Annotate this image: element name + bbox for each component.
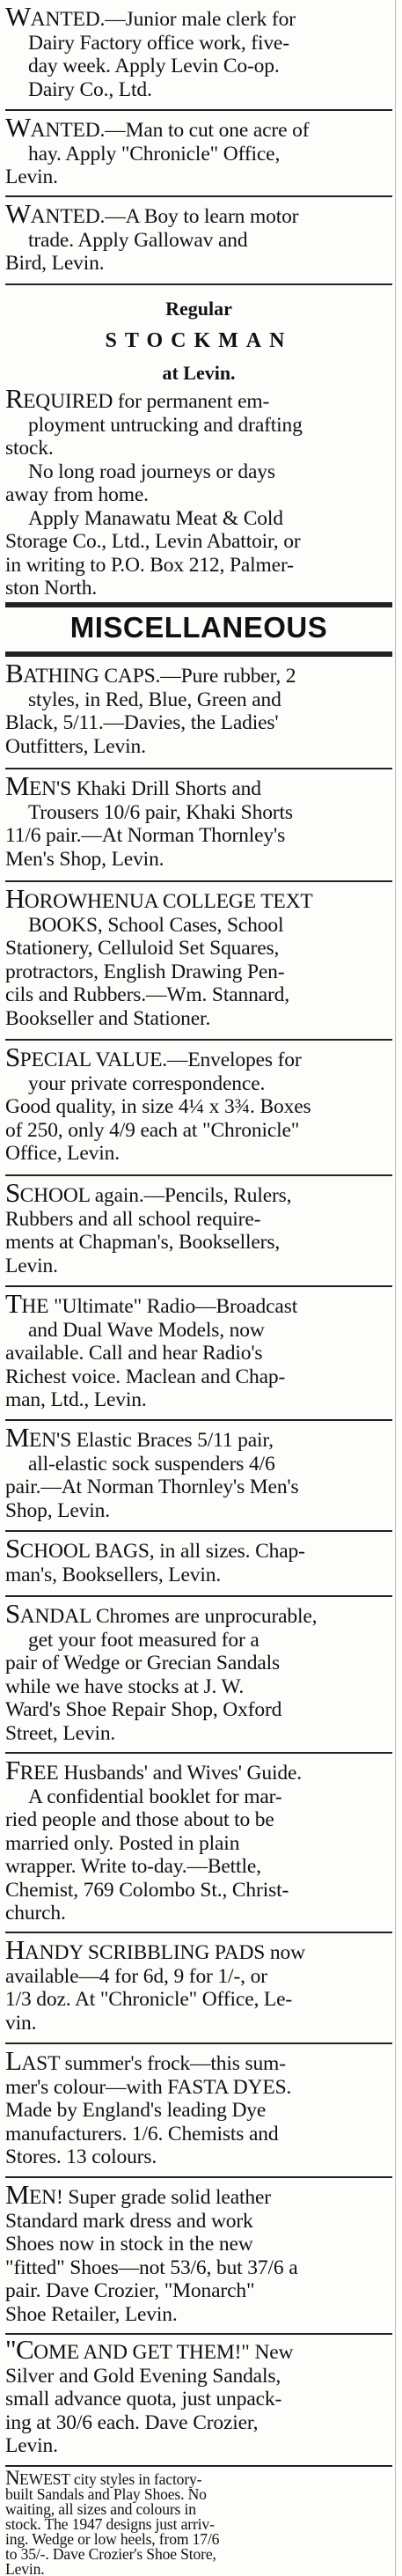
ad-line: Silver and Gold Evening Sandals,	[5, 2364, 281, 2388]
ad-line: Bookseller and Stationer.	[5, 1006, 211, 1030]
stockman-heading	[5, 298, 392, 385]
ad-line: Dairy Co., Ltd.	[28, 77, 152, 101]
ad-divider	[5, 768, 392, 769]
ad-line: while we have stocks at J. W.	[5, 1674, 245, 1698]
ad-line: Ward's Shoe Repair Shop, Oxford	[5, 1698, 282, 1721]
ad-line: Shop, Levin.	[5, 1498, 110, 1522]
ad-line: EN'S Elastic Braces 5/11 pair,	[28, 1429, 274, 1452]
ad-line: ried people and those about to be	[5, 1808, 274, 1831]
ad-line: Stores. 13 colours.	[5, 2145, 157, 2168]
ad-divider	[5, 283, 392, 285]
ad-line: EQUIRED for permanent em-	[23, 390, 270, 413]
ad-line: ANTED.—Man to cut one acre of	[30, 119, 310, 142]
ad-line: your private correspondence.	[28, 1071, 266, 1095]
ad-line: A confidential booklet for mar-	[28, 1785, 282, 1808]
ad-line: styles, in Red, Blue, Green and	[28, 688, 281, 711]
ad-line: No long road journeys or days	[28, 460, 275, 483]
ad-divider	[5, 1174, 392, 1176]
ad-line: waiting, all sizes and colours in	[5, 2500, 196, 2518]
ad-line: and Dual Wave Models, now	[28, 1318, 265, 1342]
drop-cap: S	[5, 1041, 20, 1072]
ad-divider	[5, 1285, 392, 1287]
ad-line: Levin.	[5, 166, 58, 188]
ad-handy-pads	[5, 1934, 392, 2035]
ad-divider	[5, 2465, 392, 2467]
ad-ultimate-radio	[5, 1288, 392, 1412]
ad-line: cils and Rubbers.—Wm. Stannard,	[5, 983, 289, 1006]
ad-divider	[5, 880, 392, 882]
stockman-regular: Regular	[165, 298, 232, 320]
ad-line: available. Call and hear Radio's	[5, 1342, 263, 1365]
ad-line: Trousers 10/6 pair, Khaki Shorts	[28, 800, 293, 824]
ad-school-again	[5, 1177, 392, 1277]
ad-line: built Sandals and Play Shoes. No	[5, 2485, 207, 2503]
ad-line: man's, Booksellers, Levin.	[5, 1563, 222, 1586]
ad-line: OROWHENUA COLLEGE TEXT	[24, 890, 313, 913]
ad-line: Bird, Levin.	[5, 252, 105, 275]
ad-line: day week. Apply Levin Co-op.	[28, 55, 280, 77]
ad-line: Outfitters, Levin.	[5, 734, 146, 758]
ad-line: EWEST city styles in factory-	[19, 2470, 202, 2488]
ad-line: Storage Co., Ltd., Levin Abattoir, or	[5, 530, 301, 553]
ad-line: Chemist, 769 Colombo St., Christ-	[5, 1878, 289, 1902]
ad-line: pair.—At Norman Thornley's Men's	[5, 1476, 299, 1498]
drop-cap: L	[5, 2045, 22, 2076]
ad-line: man, Ltd., Levin.	[5, 1388, 147, 1411]
ad-divider	[5, 109, 392, 111]
ad-men-shoes	[5, 2179, 392, 2326]
ad-divider	[5, 195, 392, 197]
ad-line: trade. Apply Gallowav and	[28, 228, 248, 252]
ad-line: Levin.	[5, 1254, 58, 1277]
column-edge-rule	[395, 0, 396, 2576]
ad-wanted-hay	[5, 112, 392, 189]
ad-line: Shoe Retailer, Levin.	[5, 2302, 178, 2326]
ad-line: CHOOL BAGS, in all sizes. Chap-	[19, 1540, 305, 1563]
ad-mens-khaki	[5, 770, 392, 871]
ad-stockman-body	[5, 383, 392, 600]
ad-come-get	[5, 2334, 392, 2458]
ad-line: ston North.	[5, 577, 98, 600]
drop-cap: W	[5, 198, 31, 229]
ad-line: protractors, English Drawing Pen-	[5, 960, 285, 983]
section-rule-bottom	[5, 651, 392, 657]
ad-line: hay. Apply "Chronicle" Office,	[28, 142, 281, 166]
ad-line: in writing to P.O. Box 212, Palmer-	[5, 553, 294, 577]
ad-line: Good quality, in size 4¼ x 3¾. Boxes	[5, 1095, 311, 1118]
ad-free-guide	[5, 1755, 392, 1925]
ad-line: away from home.	[5, 483, 149, 506]
stockman-location: at Levin.	[162, 362, 236, 384]
ad-line: 11/6 pair.—At Norman Thornley's	[5, 824, 286, 847]
ad-line: PECIAL VALUE.—Envelopes for	[19, 1049, 302, 1071]
ad-line: Office, Levin.	[5, 1142, 120, 1165]
ad-wanted-clerk	[5, 1, 392, 101]
ad-line: ANTED.—Junior male clerk for	[30, 8, 296, 31]
ad-divider	[5, 2176, 392, 2178]
ad-line: ATHING CAPS.—Pure rubber, 2	[23, 665, 296, 688]
ad-line: small advance quota, just unpack-	[5, 2388, 282, 2410]
ad-line: vin.	[5, 2011, 37, 2035]
ad-line: BOOKS, School Cases, School	[28, 913, 284, 937]
ad-line: Street, Levin.	[5, 1721, 116, 1745]
drop-cap: H	[5, 1934, 25, 1965]
ad-line: Black, 5/11.—Davies, the Ladies'	[5, 711, 279, 734]
ad-line: "fitted" Shoes—not 53/6, but 37/6 a	[5, 2256, 298, 2279]
ad-line: pair. Dave Crozier, "Monarch"	[5, 2279, 255, 2302]
drop-cap: "C	[5, 2334, 34, 2365]
ad-line: ing. Wedge or low heels, from 17/6	[5, 2530, 220, 2548]
drop-cap: M	[5, 1422, 29, 1453]
drop-cap: B	[5, 658, 24, 688]
ad-line: EN! Super grade solid leather	[28, 2186, 271, 2209]
ad-sandal-chromes	[5, 1598, 392, 1745]
drop-cap: S	[5, 1598, 20, 1629]
ad-divider	[5, 1752, 392, 1754]
ad-line: OME AND GET THEM!" New	[33, 2341, 294, 2364]
ad-line: EN'S Khaki Drill Shorts and	[28, 777, 261, 800]
ad-line: manufacturers. 1/6. Chemists and	[5, 2122, 279, 2145]
ad-line: ployment untrucking and drafting	[28, 413, 303, 437]
ad-divider	[5, 1595, 392, 1597]
ad-line: Rubbers and all school require-	[5, 1207, 261, 1231]
section-rule-top	[5, 602, 392, 607]
ad-horowhenua	[5, 883, 392, 1030]
drop-cap: S	[5, 1177, 20, 1208]
ad-line: HE "Ultimate" Radio—Broadcast	[21, 1295, 298, 1318]
ad-line: Stationery, Celluloid Set Squares,	[5, 937, 280, 960]
ad-line: of 250, only 4/9 each at "Chronicle"	[5, 1118, 300, 1142]
ad-line: ANTED.—A Boy to learn motor	[30, 205, 299, 228]
drop-cap: W	[5, 1, 31, 32]
ad-line: Standard mark dress and work	[5, 2209, 253, 2233]
ad-line: married only. Posted in plain	[5, 1831, 240, 1855]
ad-line: mer's colour—with FASTA DYES.	[5, 2075, 292, 2099]
section-heading: MISCELLANEOUS	[69, 611, 328, 644]
ad-mens-braces	[5, 1422, 392, 1522]
drop-cap: R	[5, 383, 24, 414]
ad-last-summer	[5, 2045, 392, 2169]
drop-cap: T	[5, 1288, 22, 1319]
ad-line: Levin.	[5, 2434, 58, 2457]
ad-line: Made by England's leading Dye	[5, 2099, 267, 2122]
ad-divider	[5, 2333, 392, 2335]
ad-line: stock.	[5, 437, 54, 460]
ad-line: pair of Wedge or Grecian Sandals	[5, 1652, 280, 1674]
ad-newest-styles	[5, 2467, 392, 2576]
ad-line: available—4 for 6d, 9 for 1/-, or	[5, 1964, 267, 1988]
ad-line: ANDAL Chromes are unprocurable,	[19, 1605, 318, 1628]
ad-line: to 35/-. Dave Crozier's Shoe Store,	[5, 2545, 216, 2563]
ad-line: Men's Shop, Levin.	[5, 847, 164, 871]
ad-special-value	[5, 1041, 392, 1166]
ad-school-bags	[5, 1533, 392, 1586]
ad-line: Levin.	[5, 2560, 45, 2576]
drop-cap: H	[5, 883, 25, 914]
ad-line: church.	[5, 1902, 66, 1925]
ad-bathing-caps	[5, 658, 392, 758]
ad-line: Dairy Factory office work, five-	[28, 31, 289, 55]
ad-line: Apply Manawatu Meat & Cold	[28, 506, 283, 530]
ad-divider	[5, 1530, 392, 1532]
drop-cap: F	[5, 1755, 20, 1785]
drop-cap: M	[5, 770, 29, 801]
ad-divider	[5, 1932, 392, 1933]
drop-cap: N	[5, 2467, 20, 2489]
ad-line: 1/3 doz. At "Chronicle" Office, Le-	[5, 1988, 293, 2011]
ad-line: wrapper. Write to-day.—Bettle,	[5, 1855, 261, 1878]
ad-line: REE Husbands' and Wives' Guide.	[19, 1762, 302, 1785]
stockman-title: STOCKMAN	[105, 329, 293, 352]
ad-divider	[5, 1419, 392, 1421]
ad-wanted-boy	[5, 198, 392, 276]
ad-line: all-elastic sock suspenders 4/6	[28, 1452, 275, 1476]
ad-line: get your foot measured for a	[28, 1628, 259, 1652]
ad-divider	[5, 1039, 392, 1041]
ad-line: ments at Chapman's, Booksellers,	[5, 1231, 281, 1254]
ad-line: ing at 30/6 each. Dave Crozier,	[5, 2410, 259, 2434]
drop-cap: S	[5, 1533, 20, 1564]
ad-line: Richest voice. Maclean and Chap-	[5, 1365, 286, 1388]
ad-line: stock. The 1947 designs just arriv-	[5, 2515, 215, 2533]
ad-divider	[5, 2042, 392, 2044]
ad-line: Shoes now in stock in the new	[5, 2233, 253, 2256]
ad-line: ANDY SCRIBBLING PADS now	[24, 1941, 305, 1964]
drop-cap: W	[5, 112, 31, 143]
drop-cap: M	[5, 2179, 29, 2210]
ad-line: CHOOL again.—Pencils, Rulers,	[19, 1184, 292, 1207]
ad-line: AST summer's frock—this sum-	[21, 2052, 286, 2075]
